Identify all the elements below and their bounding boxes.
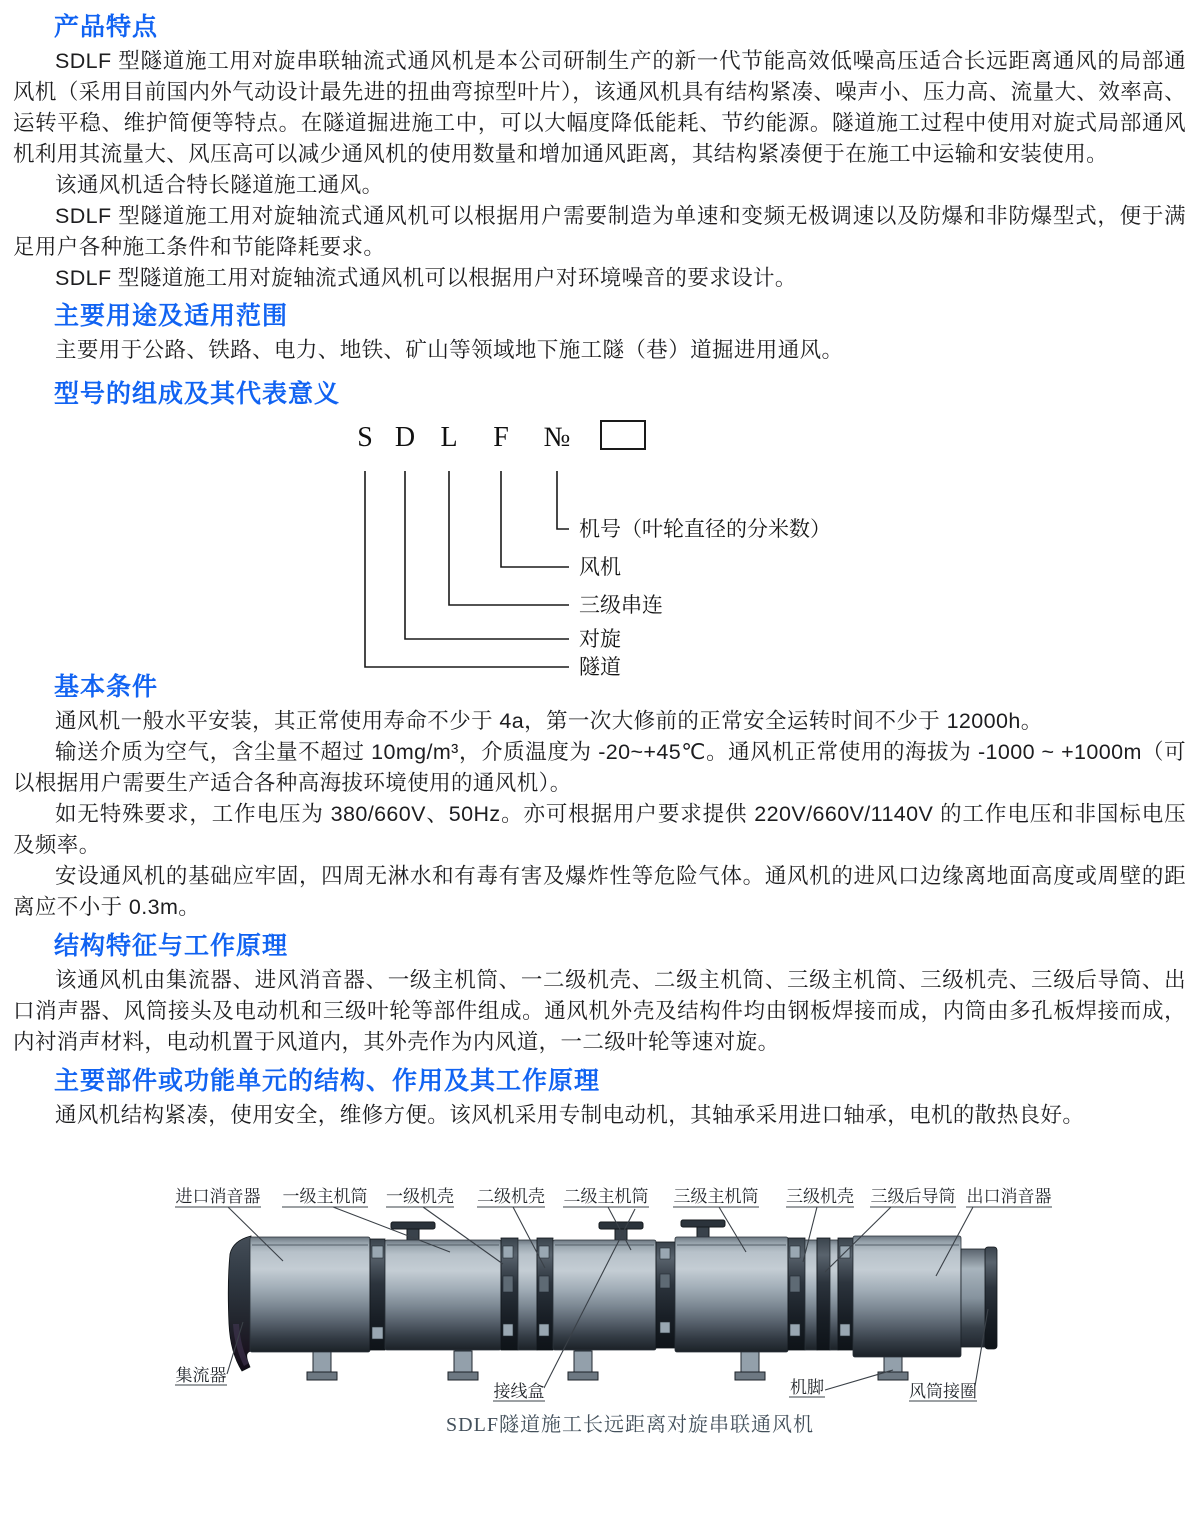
section-title-features: 产品特点 <box>54 13 159 41</box>
basic-paragraph-3: 如无特殊要求，工作电压为 380/660V、50Hz。亦可根据用户要求提供 220V/660V/1140V 的工作电压和非国标电压及频率。 <box>13 802 1186 857</box>
document-content <box>0 12 1200 1479</box>
label-outlet-silencer: 出口消音器 <box>966 1187 1052 1206</box>
features-paragraph-4: SDLF 型隧道施工用对旋轴流式通风机可以根据用户对环境噪音的要求设计。 <box>55 266 797 290</box>
usage-paragraph: 主要用于公路、铁路、电力、地铁、矿山等领域地下施工隧（巷）道掘进用通风。 <box>55 338 844 362</box>
structure-paragraph: 该通风机由集流器、进风消音器、一级主机筒、一二级机壳、二级主机筒、三级主机筒、三级机壳、三级后导筒、出口消声器、风筒接头及电动机和三级叶轮等部件组成。通风机外壳及结构件均由钢板焊接而成，内筒由多孔板焊接而成，内衬消声材料，电动机置于风道内，其外壳作为内风道，一二级叶轮等速对旋。 <box>13 968 1186 1054</box>
basic-paragraph-4: 安设通风机的基础应牢固，四周无淋水和有毒有害及爆炸性等危险气体。通风机的进风口边缘离地面高度或周壁的距离应不小于 0.3m。 <box>13 864 1186 919</box>
model-letter-no: № <box>543 422 571 453</box>
label-stage3-main-barrel: 三级主机筒 <box>673 1187 759 1206</box>
label-junction-box: 接线盒 <box>493 1382 545 1401</box>
label-stage3-rear-guide: 三级后导筒 <box>870 1187 956 1206</box>
label-stage2-main-barrel: 二级主机筒 <box>563 1187 649 1206</box>
model-letter-l: L <box>440 422 458 453</box>
model-letter-f: F <box>493 422 509 453</box>
features-paragraph-3: SDLF 型隧道施工用对旋轴流式通风机可以根据用户需要制造为单速和变频无极调速以及防爆和非防爆型式，便于满足用户各种施工条件和节能降耗要求。 <box>13 204 1186 259</box>
section-title-usage: 主要用途及适用范围 <box>54 302 289 330</box>
label-stage3-casing: 三级机壳 <box>786 1187 854 1206</box>
model-leader-lines <box>365 471 569 667</box>
model-label-tunnel: 隧道 <box>579 656 621 679</box>
model-label-counter-rotating: 对旋 <box>579 628 621 651</box>
basic-paragraph-2: 输送介质为空气，含尘量不超过 10mg/m³，介质温度为 -20~+45℃。通风机正常使用的海拔为 -1000 ~ +1000m（可以根据用户需要生产适合各种高海拔环境使用的通风机）。 <box>13 740 1186 795</box>
section-title-basic: 基本条件 <box>54 673 159 701</box>
label-stage2-casing: 二级机壳 <box>477 1187 545 1206</box>
fan-diagram-caption: SDLF隧道施工长远距离对旋串联通风机 <box>446 1414 814 1436</box>
model-label-three-stage: 三级串连 <box>579 594 663 617</box>
parts-paragraph: 通风机结构紧凑，使用安全，维修方便。该风机采用专制电动机，其轴承采用进口轴承，电机的散热良好。 <box>55 1103 1085 1127</box>
features-paragraph-1: SDLF 型隧道施工用对旋串联轴流式通风机是本公司研制生产的新一代节能高效低噪高压适合长远距离通风的局部通风机（采用目前国内外气动设计最先进的扭曲弯掠型叶片），该通风机具有结构紧凑、噪声小、压力高、流量大、效率高、运转平稳、维护简便等特点。在隧道掘进施工中，可以大幅度降低能耗、节约能源。隧道施工过程中使用对旋式局部通风机利用其流量大、风压高可以减少通风机的使用数量和增加通风距离，其结构紧凑便于在施工中运输和安装使用。 <box>13 49 1186 166</box>
label-stage1-main-barrel: 一级主机筒 <box>282 1187 368 1206</box>
model-letter-d: D <box>394 422 416 453</box>
section-title-model: 型号的组成及其代表意义 <box>54 380 341 408</box>
label-inlet-silencer: 进口消音器 <box>175 1187 261 1206</box>
label-collector: 集流器 <box>175 1366 227 1385</box>
page <box>0 12 1200 1522</box>
label-stage1-casing: 一级机壳 <box>386 1187 454 1206</box>
label-machine-foot: 机脚 <box>790 1378 824 1397</box>
section-title-structure: 结构特征与工作原理 <box>54 932 289 960</box>
model-number-box <box>601 421 645 449</box>
section-title-parts: 主要部件或功能单元的结构、作用及其工作原理 <box>54 1067 601 1095</box>
fan-body <box>250 1236 997 1357</box>
label-duct-ring: 风筒接圈 <box>909 1382 977 1401</box>
model-label-number: 机号（叶轮直径的分米数） <box>579 518 831 541</box>
model-label-fan: 风机 <box>579 556 621 579</box>
model-code-diagram <box>13 414 1200 679</box>
features-paragraph-2: 该通风机适合特长隧道施工通风。 <box>55 173 384 197</box>
model-letter-s: S <box>357 422 373 453</box>
fan-diagram <box>13 1174 1200 1479</box>
basic-paragraph-1: 通风机一般水平安装，其正常使用寿命不少于 4a，第一次大修前的正常安全运转时间不少于 12000h。 <box>55 709 1043 733</box>
